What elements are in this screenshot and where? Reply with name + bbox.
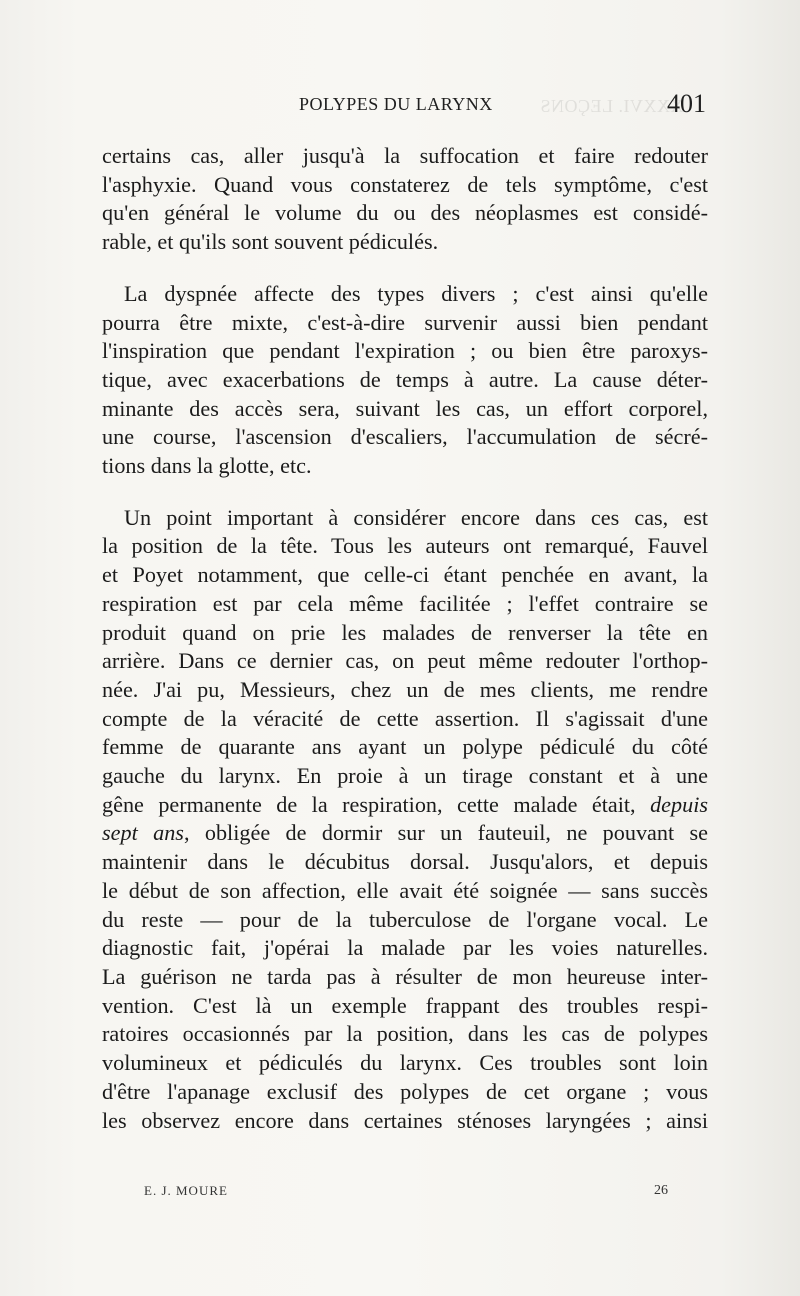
body-text <box>102 142 708 1158</box>
text-line: La guérison ne tarda pas à résulter de mon heureuse inter- <box>102 963 708 989</box>
page-footer <box>144 1183 668 1207</box>
text-line: La dyspnée affecte des types divers ; c'est ainsi qu'elle <box>124 280 708 306</box>
page-header <box>104 89 706 124</box>
text-line: tions dans la glotte, etc. <box>102 453 312 479</box>
paragraph-3 <box>102 504 708 1135</box>
text-line: maintenir dans le décubitus dorsal. Jusqu'alors, et depuis <box>102 849 708 875</box>
text-line: la position de la tête. Tous les auteurs ont remarqué, Fauvel <box>102 533 708 559</box>
bleed-through-text: XXXVI. LEÇONS <box>540 96 684 116</box>
text-line: diagnostic fait, j'opérai la malade par les voies naturelles. <box>102 935 708 961</box>
text-line: respiration est par cela même facilitée ; l'effet contraire se <box>102 590 708 616</box>
paragraph-2 <box>102 280 708 481</box>
text-line: rable, et qu'ils sont souvent pédiculés. <box>102 229 439 255</box>
text-line: vention. C'est là un exemple frappant des troubles respi- <box>102 992 708 1018</box>
text-line: le début de son affection, elle avait été soignée — sans succès <box>102 877 708 903</box>
page-number: 401 <box>667 89 706 118</box>
text-line: du reste — pour de la tuberculose de l'organe vocal. Le <box>102 906 708 932</box>
paragraph-1 <box>102 142 708 257</box>
text-line: l'asphyxie. Quand vous constaterez de tels symptôme, c'est <box>102 171 708 197</box>
text-line: ratoires occasionnés par la position, dans les cas de polypes <box>102 1021 708 1047</box>
italic-text: depuis <box>650 791 708 817</box>
text-line: l'inspiration que pendant l'expiration ; ou bien être paroxys- <box>102 338 708 364</box>
italic-text: sept ans <box>102 820 184 846</box>
text-line: produit quand on prie les malades de renverser la tête en <box>102 619 708 645</box>
printer-signature: E. J. MOURE <box>144 1183 228 1198</box>
text-segment: , obligée de dormir sur un fauteuil, ne pouvant se <box>183 820 708 846</box>
text-line: une course, l'ascension d'escaliers, l'accumulation de sécré- <box>102 424 708 450</box>
text-line: arrière. Dans ce dernier cas, on peut même redouter l'orthop- <box>102 648 708 674</box>
text-segment: gêne permanente de la respiration, cette malade était, <box>102 791 651 817</box>
text-line: qu'en général le volume du ou des néoplasmes est considé- <box>102 200 708 226</box>
text-line-italic-start <box>102 819 708 848</box>
signature-mark: 26 <box>654 1183 668 1198</box>
text-line: femme de quarante ans ayant un polype pédiculé du côté <box>102 734 708 760</box>
text-line: les observez encore dans certaines sténoses laryngées ; ainsi <box>102 1107 708 1133</box>
text-line: tique, avec exacerbations de temps à autre. La cause déter- <box>102 366 708 392</box>
text-line: volumineux et pédiculés du larynx. Ces troubles sont loin <box>102 1050 708 1076</box>
text-line: compte de la véracité de cette assertion. Il s'agissait d'une <box>102 705 708 731</box>
text-line: certains cas, aller jusqu'à la suffocation et faire redouter <box>102 143 708 168</box>
text-line: gauche du larynx. En proie à un tirage constant et à une <box>102 763 708 789</box>
text-line: d'être l'apanage exclusif des polypes de cet organe ; vous <box>102 1078 708 1104</box>
running-title: POLYPES DU LARYNX <box>299 94 493 114</box>
text-line: et Poyet notamment, que celle-ci étant penchée en avant, la <box>102 562 708 588</box>
text-line: pourra être mixte, c'est-à-dire survenir aussi bien pendant <box>102 309 708 335</box>
text-line-with-italic <box>102 791 708 820</box>
text-line: née. J'ai pu, Messieurs, chez un de mes clients, me rendre <box>102 676 708 702</box>
text-line: Un point important à considérer encore dans ces cas, est <box>124 504 708 530</box>
text-line: minante des accès sera, suivant les cas, un effort corporel, <box>102 395 708 421</box>
